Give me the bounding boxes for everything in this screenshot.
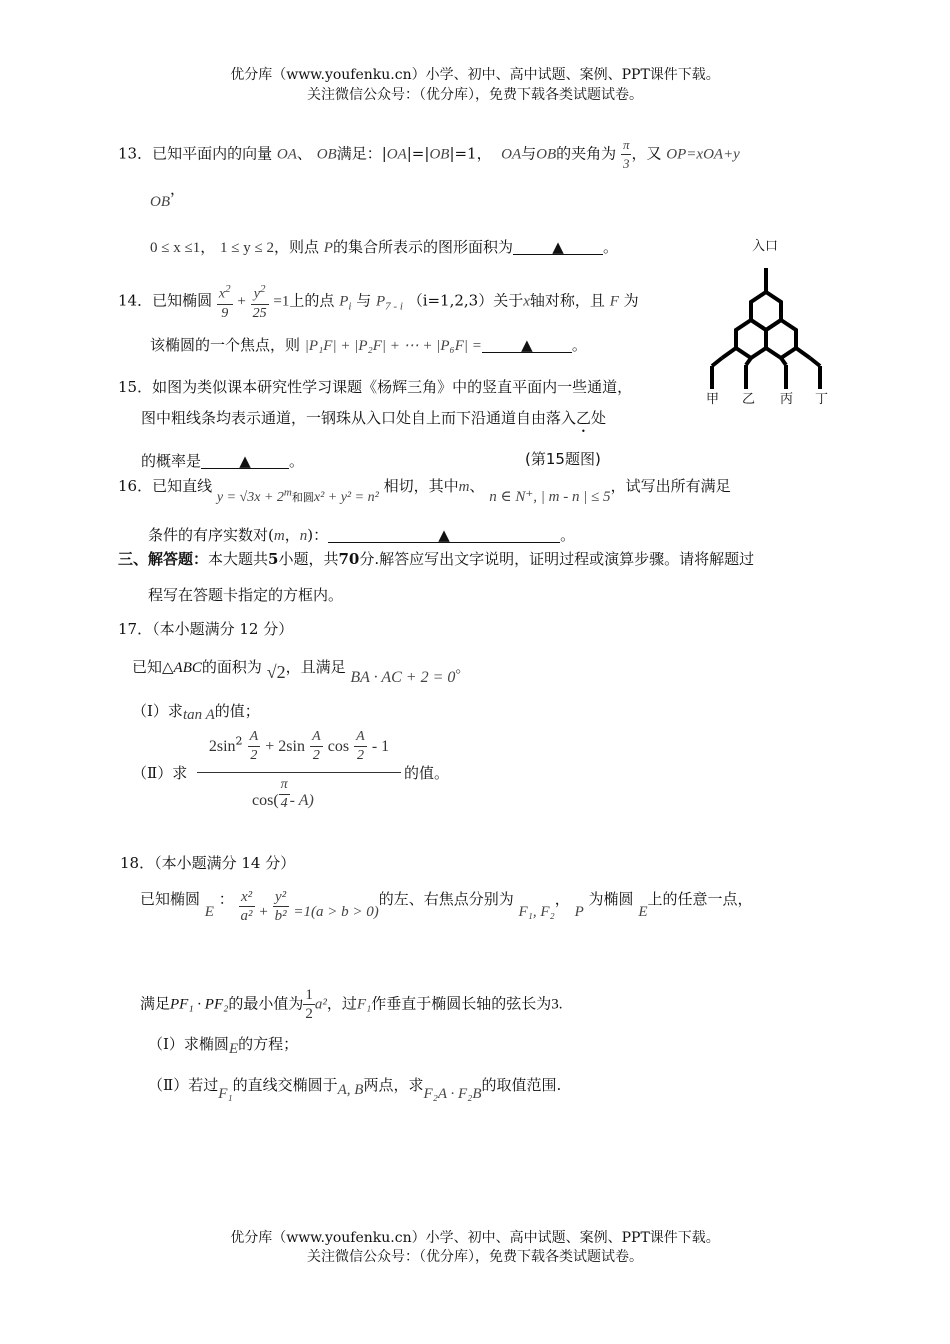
focus-f1: F₁ <box>356 996 372 1013</box>
q18-text: ，过 <box>326 994 357 1013</box>
exit-yi: 乙 <box>742 392 756 407</box>
tan-a: tan A <box>182 707 215 723</box>
cond-y: 1 ≤ y ≤ 2 <box>220 240 274 256</box>
q15-line-2 <box>141 407 606 436</box>
section-text: 小题，共 <box>278 550 339 568</box>
q14-text: （i=1,2,3）关于 <box>407 291 524 310</box>
frac-den: 9 <box>221 305 229 321</box>
entry-label: 入口 <box>752 239 779 254</box>
q18-text: 作垂直于椭圆长轴的弦长为 <box>371 994 552 1013</box>
eq-1: =1 <box>273 293 290 310</box>
frac-den: 2 <box>305 1006 313 1022</box>
focus-f1: F₁ <box>218 1086 233 1102</box>
sub-7i: 7 - i <box>385 300 403 313</box>
q18-heading: 18．（本小题满分 14 分） <box>120 854 296 872</box>
q17-text: 的值； <box>214 702 260 720</box>
q18-given: 已知椭圆 E ： $\frac{\text{x²}}{\text{a²}}$ + $\frac{\text{y²}}{\text{b²}}$ =1(a > b > 0)的左、右焦点分别为 F₁, F₂， P 为椭圆 E上的任意一点， <box>140 889 753 924</box>
f2a-dot-f2b: F₂A · F₂B <box>423 1086 482 1102</box>
line-eq-text: y = √3x + 2 <box>216 490 284 505</box>
section-number: 70 <box>338 550 360 568</box>
answer-blank-14: ▲ <box>482 338 572 353</box>
q15-text: 图中粗线条均表示通道，一钢珠从入口处自上而下沿通道自由落入 <box>141 409 577 427</box>
q16-line-2 <box>148 524 575 545</box>
frac-a-2 <box>354 728 367 765</box>
var-m: m <box>458 479 470 495</box>
point-p7i: P <box>376 293 386 310</box>
q14-text: 轴对称，且 <box>529 291 605 310</box>
q14-end: 。 <box>571 336 587 354</box>
q18-text: 的左、右焦点分别为 <box>378 890 514 908</box>
q16-text: 相切，其中 <box>383 477 459 495</box>
line-equation <box>216 486 292 505</box>
vec-oa: OA <box>276 146 297 163</box>
q14-text: 该椭圆的一个焦点，则 <box>150 336 301 354</box>
q17-text: 已知△ <box>132 658 174 676</box>
q16-end: 。 <box>560 526 576 544</box>
q13-text: 的夹角为 <box>556 144 617 163</box>
frac-num: π <box>279 776 290 795</box>
frac-num: x² <box>239 888 255 907</box>
q15-text: 的概率是 <box>141 452 202 470</box>
x2-over-9 <box>217 280 233 323</box>
section-text: 本大题共 <box>208 550 269 568</box>
var-x: x <box>218 286 226 302</box>
q18-text: 已知椭圆 <box>140 890 201 908</box>
q16-condition: n ∈ N⁺, | m - n | ≤ 5 <box>489 489 611 505</box>
q18-text: 满足 <box>140 994 171 1013</box>
vec-oa: OA <box>386 146 407 163</box>
q17-condition: BA · AC + 2 = 0 <box>350 669 456 686</box>
q17-part-2-end: 的值。 <box>404 764 450 782</box>
q18-text: （Ⅱ）若过 <box>148 1076 219 1094</box>
q13-text: ，又 <box>631 144 662 163</box>
q13-line-3 <box>150 236 618 257</box>
q16-text: )： <box>307 526 329 544</box>
q18-part-2 <box>148 1074 562 1102</box>
q16-text: ，试写出所有满足 <box>610 477 731 495</box>
num-cos: cos <box>327 738 350 755</box>
q16-text: ， <box>284 526 300 544</box>
vec-oa: OA <box>703 146 724 163</box>
q13-comma: ， <box>170 180 186 198</box>
q17-part-2-label: （Ⅱ）求 <box>132 764 188 782</box>
q17-denominator <box>252 776 314 813</box>
vec-ob: OB <box>536 146 557 163</box>
q18-text: 的方程； <box>238 1035 299 1053</box>
q13-text: 已知平面内的向量 <box>152 144 273 163</box>
var-m: m <box>273 528 285 544</box>
q14-text: 与 <box>356 291 372 310</box>
den-cos: cos( <box>252 792 279 809</box>
one-half <box>303 986 315 1023</box>
q15-number: 15． <box>118 378 153 396</box>
circle-equation: x² + y² = n² <box>313 490 379 505</box>
q15-text: 处 <box>591 409 607 427</box>
q15-line-3 <box>141 450 304 471</box>
frac-num <box>217 280 233 305</box>
pi-over-3 <box>621 136 632 173</box>
q17-text: 的面积为 <box>201 658 262 676</box>
ellipse-e: E <box>228 1041 239 1057</box>
q16-line-1 <box>118 475 731 505</box>
y2-over-25 <box>251 280 269 323</box>
vec-op: OP <box>666 146 687 163</box>
eq-x: =x <box>686 146 704 163</box>
q16-text: 条件的有序实数对( <box>148 526 274 544</box>
num-2sin: 2sin <box>208 738 236 755</box>
answer-blank-15: ▲ <box>201 454 289 469</box>
q14-text: 为 <box>623 291 639 310</box>
sqrt-2: √2 <box>266 662 286 682</box>
emphasized-yi: 乙 <box>576 409 592 427</box>
section-3-line-2: 程写在答题卡指定的方框内。 <box>148 586 344 604</box>
frac-den: 2 <box>250 748 258 763</box>
section-text: 分. <box>359 550 380 568</box>
q18-text: 的取值范围. <box>481 1076 562 1094</box>
frac-den: 3 <box>622 156 630 171</box>
q13-comma: ， <box>200 238 216 256</box>
q16-text: 已知直线 <box>152 477 213 495</box>
foci-f1-f2: F₁, F₂ <box>518 904 555 920</box>
vec-ob: OB <box>316 146 337 163</box>
figure-caption: (第15题图) <box>525 450 601 468</box>
q17-part-1 <box>132 700 260 721</box>
q14-number: 14． <box>118 291 153 310</box>
q17-fraction-bar <box>197 772 401 773</box>
den-minus-a: - A) <box>289 792 314 809</box>
point-p: P <box>323 240 333 256</box>
q14-expression: |P₁F| + |P₂F| + ⋯ + |P₆F| = <box>304 338 482 354</box>
section-3-line-1 <box>118 548 754 569</box>
frac-num: π <box>621 136 632 155</box>
footer-line-2: 关注微信公众号：（优分库），免费下载各类试题试卷。 <box>307 1249 643 1265</box>
y2-over-b2 <box>273 888 289 925</box>
q18-text: ， <box>554 890 570 908</box>
cond-x: 0 ≤ x ≤1 <box>150 240 201 256</box>
q18-text: 的直线交椭圆于 <box>232 1076 338 1094</box>
q18-condition-line <box>140 986 563 1023</box>
frac-den: b² <box>274 908 287 924</box>
vec-oa: OA <box>501 146 522 163</box>
focus-f: F <box>609 293 619 310</box>
frac-num: 1 <box>305 987 313 1003</box>
num-minus-1: - 1 <box>371 738 390 755</box>
exit-ding: 丁 <box>815 392 829 407</box>
sup-2: 2 <box>225 283 231 295</box>
a-squared: a² <box>314 996 327 1013</box>
q17-given <box>132 656 471 686</box>
q15-text: 如图为类似课本研究性学习课题《杨辉三角》中的竖直平面内一些通道， <box>152 378 633 396</box>
frac-num: y² <box>273 888 289 907</box>
q17-numerator <box>197 728 401 765</box>
ellipse-condition: =1(a > b > 0) <box>293 904 379 920</box>
q13-text: |=| <box>406 144 430 163</box>
pf1-dot-pf2: PF₁ · PF₂ <box>170 996 229 1013</box>
q18-text: ： <box>218 890 234 908</box>
answer-blank-16 <box>328 528 560 543</box>
point-p: P <box>574 904 584 920</box>
q16-text: 、 <box>469 477 485 495</box>
q14-text: 已知椭圆 <box>152 291 213 310</box>
q14-line-2 <box>150 334 587 355</box>
q17-text: 。 <box>455 658 471 676</box>
q14-line-1: 14．已知椭圆 $\frac{x^2}{9}$ + $\frac{y^2}{25}$ =1上的点 $P_i$ 与 $P_{7 - i}$ （i=1,2,3）关于x轴对称，且 F 为 <box>118 280 639 323</box>
q13-number: 13． <box>118 144 153 163</box>
ellipse-e: E <box>204 904 214 920</box>
chord-length: 3. <box>551 996 563 1013</box>
q16-text: 和圆 <box>291 491 314 504</box>
points-a-b: A, B <box>337 1082 364 1098</box>
q13-sep: 、 <box>296 144 312 163</box>
header-line-2: 关注微信公众号：（优分库），免费下载各类试题试卷。 <box>307 87 643 103</box>
q17-text: （Ⅰ）求 <box>132 702 183 720</box>
q16-number: 16． <box>118 477 153 495</box>
section-title: 三、解答题： <box>118 550 209 568</box>
sub-i: i <box>348 300 352 313</box>
frac-den: 2 <box>356 748 364 763</box>
q18-text: 两点，求 <box>363 1076 424 1094</box>
q15-end: 。 <box>289 452 305 470</box>
q15-line-1 <box>118 376 632 397</box>
point-pi: P <box>339 293 349 310</box>
frac-pi-4 <box>279 776 290 813</box>
exit-bing: 丙 <box>780 392 794 407</box>
q13-text: ，则点 <box>273 238 319 256</box>
frac-den: 4 <box>280 796 288 811</box>
q18-text: 的最小值为 <box>228 994 304 1013</box>
frac-den: a² <box>240 908 253 924</box>
x2-over-a2 <box>239 888 255 925</box>
answer-blank-13: ▲ <box>513 240 603 255</box>
var-n: n <box>299 528 308 544</box>
q18-part-1 <box>148 1033 299 1057</box>
num-plus-2sin: + 2sin <box>265 738 305 755</box>
vec-ob: OB <box>429 146 450 163</box>
q14-text: 上的点 <box>289 291 335 310</box>
exit-jia: 甲 <box>706 392 720 407</box>
var-x: x <box>523 293 530 310</box>
section-number: 5 <box>268 550 279 568</box>
footer-line-1: 优分库（www.youfenku.cn）小学、初中、高中试题、案例、PPT课件下载。 <box>230 1230 720 1246</box>
q13-text: 满足：| <box>336 144 387 163</box>
q13-line-2 <box>150 180 186 211</box>
vec-ob: OB <box>150 194 170 210</box>
q17-text: ，且满足 <box>285 658 346 676</box>
sup-2: 2 <box>260 283 266 295</box>
frac-a-2 <box>248 728 261 765</box>
frac-den: 2 <box>312 748 320 763</box>
triangle-abc: ABC <box>173 660 202 676</box>
frac-a-2 <box>310 728 323 765</box>
q13-line-1 <box>118 136 740 173</box>
q17-heading: 17．（本小题满分 12 分） <box>118 620 294 638</box>
q18-text: 上的任意一点， <box>647 890 753 908</box>
frac-num: A <box>310 728 323 747</box>
frac-den: 25 <box>252 305 267 321</box>
yanghui-channel-figure <box>700 262 830 392</box>
frac-num: A <box>354 728 367 747</box>
q18-text: 为椭圆 <box>588 890 634 908</box>
frac-num <box>251 280 269 305</box>
header-line-1: 优分库（www.youfenku.cn）小学、初中、高中试题、案例、PPT课件下载。 <box>230 67 720 83</box>
q18-text: （Ⅰ）求椭圆 <box>148 1035 229 1053</box>
ellipse-e: E <box>638 904 648 920</box>
q13-end: 。 <box>602 238 618 256</box>
var-y: y <box>253 286 260 302</box>
plus-y: +y <box>723 146 740 163</box>
q13-text: 的集合所表示的图形面积为 <box>332 238 513 256</box>
q13-text: 与 <box>521 144 537 163</box>
answer-marker: ▲ <box>438 526 450 544</box>
section-text: 解答应写出文字说明，证明过程或演算步骤。请将解题过 <box>379 550 755 568</box>
frac-num: A <box>248 728 261 747</box>
sup-2: 2 <box>235 734 243 748</box>
q13-text: |=1， <box>449 144 492 163</box>
sup-m: m <box>283 486 292 499</box>
